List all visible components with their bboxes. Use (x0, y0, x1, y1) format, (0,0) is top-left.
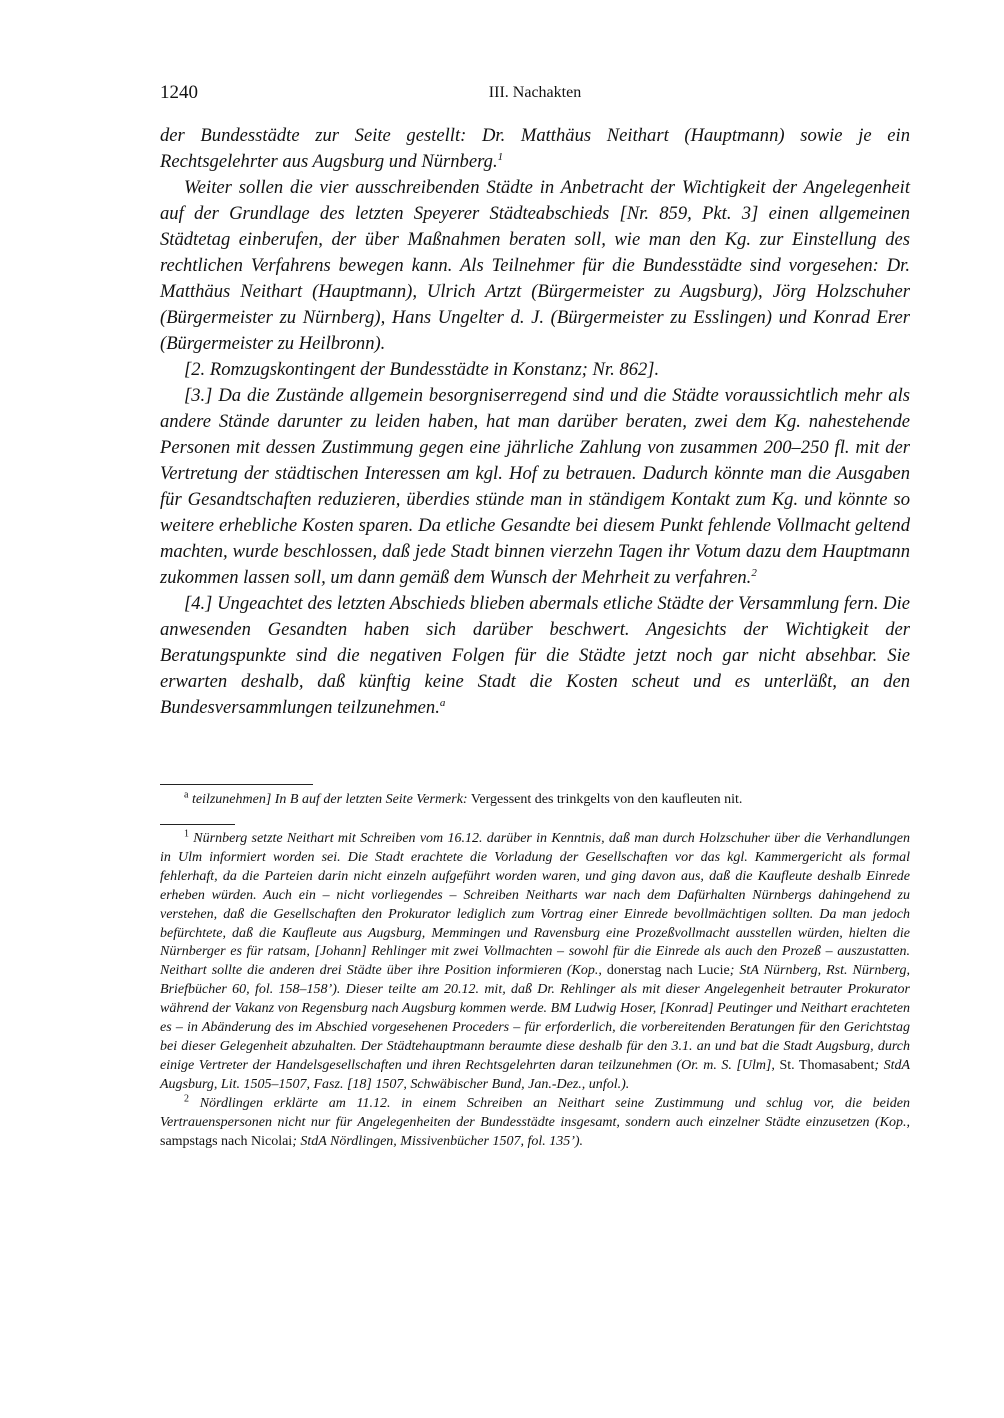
footnote-ref-2: 2 (751, 566, 757, 579)
paragraph-3: [2. Romzugskontingent der Bundesstädte in Konstanz; Nr. 862]. (184, 359, 660, 380)
page-number: 1240 (160, 82, 198, 103)
footnote-divider-numbered (160, 824, 235, 825)
main-text (160, 123, 910, 721)
textcritical-note-a: $^a$ teilzunehmen] In B auf der letzten Seite Vermerk: Vergessent des trinkgelts von den kaufleuten nit. (184, 789, 743, 807)
paragraph-1: der Bundesstädte zur Seite gestellt: Dr. Matthäus Neithart (Hauptmann) sowie je ein Rechtsgelehrter aus Augsburg und Nürnberg.$^1$ (160, 125, 910, 172)
footnote-ref-a: a (439, 696, 446, 709)
paragraph-4: [3.] Da die Zustände allgemein besorgniserregend sind und die Städte voraussichtlich mehr als andere Stände darunter zu leiden haben, hat man darüber beraten, zwei dem Kg. nahestehende Personen mit dessen Zustimmung gegen eine jährliche Zahlung von zusammen 200–250 fl. mit der Vertretung der städtischen Interessen am kgl. Hof zu betrauen. Dadurch könnte man die Ausgaben für Gesandtschaften reduzieren, überdies stünde man in ständigem Kontakt zum Kg. und könnte so weitere erhebliche Kosten sparen. Da etliche Gesandte bei diesem Punkt fehlende Vollmacht geltend machten, wurde beschlossen, daß jede Stadt binnen vierzehn Tagen ihr Votum dazu dem Hauptmann zukommen lassen soll, um dann gemäß dem Wunsch der Mehrheit zu verfahren.$^2$ (160, 385, 910, 588)
footnote-divider-a (160, 784, 313, 785)
footnotes (160, 830, 910, 1151)
footnote-1: $^1$ Nürnberg setzte Neithart mit Schreiben vom 16.12. darüber in Kenntnis, daß man durch Holzschuher über die Verhandlungen in Ulm informiert worden sei. Die Stadt erachtete die Vorladung der Gesellschaften vor das kgl. Kammergericht als formal fehlerhaft, da die Parteien darin nicht einzeln aufgeführt worden waren, und ging davon aus, daß die Kaufleute deshalb Einrede erheben würden. Auch ein – nicht vorliegendes – Schreiben Neitharts war nach dem Dafürhalten Nürnbergs dahingehend zu verstehen, daß die Gesellschaften den Prokurator lediglich zum Vortrag einer Einrede bevollmächtigen sollten. Da man jedoch befürchtete, daß die Kaufleute aus Augsburg, Memmingen und Ravensburg eine Prozeßvollmacht ausstellen würden, hielten die Nürnberger es für ratsam, [Johann] Rehlinger mit zwei Vollmachten – sowohl für die Einrede als auch den Prozeß – auszustatten. Neithart sollte die anderen drei Städte über ihre Position informieren (Kop., donerstag nach Lucie; StA Nürnberg, Rst. Nürnberg, Briefbücher 60, fol. 158–158’). Dieser teilte am 20.12. mit, daß Dr. Rehlinger als mit dieser Angelegenheit betrauter Prokurator während der Vakanz von Regensburg nach Augsburg kommen werde. BM Ludwig Hoser, [Konrad] Peutinger und Neithart erachteten es – in Abänderung des im Abschied vorgesehenen Proceders – für erforderlich, die vorbereitenden Beratungen für den Gerichtstag bei dieser Gelegenheit abzuhalten. Der Städtehauptmann beraumte diese deshalb für den 3.1. an und bat die Stadt Augsburg, durch einige Vertreter der Handelsgesellschaften und ihren Rechtsgelehrten daran teilzunehmen (Or. m. S. [Ulm], St. Thomasabent; StdA Augsburg, Lit. 1505–1507, Fasz. [18] 1507, Schwäbischer Bund, Jan.-Dez., unfol.). (160, 828, 911, 1092)
paragraph-2: Weiter sollen die vier ausschreibenden Städte in Anbetracht der Wichtigkeit der Angelegenheit auf der Grundlage des letzten Speyerer Städteabschieds [Nr. 859, Pkt. 3] einen allgemeinen Städtetag einberufen, der über Maßnahmen beraten soll, wie man den Kg. zur Einstellung des rechtlichen Verfahrens bewegen kann. Als Teilnehmer für die Bundesstädte sind vorgesehen: Dr. Matthäus Neithart (Hauptmann), Ulrich Artzt (Bürgermeister zu Augsburg), Jörg Holzschuher (Bürgermeister zu Nürnberg), Hans Ungelter d. J. (Bürgermeister zu Esslingen) und Konrad Erer (Bürgermeister zu Heilbronn). (160, 177, 910, 354)
page-header (160, 82, 910, 108)
footnote-ref-1: 1 (497, 150, 504, 163)
paragraph-5: [4.] Ungeachtet des letzten Abschieds blieben abermals etliche Städte der Versammlung fern. Die anwesenden Gesandten haben sich darüber beschwert. Angesichts der Wichtigkeit der Beratungspunkte sind die negativen Folgen für die Städte jetzt noch gar nicht absehbar. Sie erwarten deshalb, daß künftig keine Stadt die Kosten scheut und es unterläßt, an den Bundesversammlungen teilzunehmen.$^a$ (160, 593, 910, 718)
footnote-2: $^2$ Nördlingen erklärte am 11.12. in einem Schreiben an Neithart seine Zustimmung und schlug vor, die beiden Vertrauenspersonen nicht nur für Angelegenheiten der Bundesstädte insgesamt, sondern auch einzelner Städte einzusetzen (Kop., sampstags nach Nicolai; StdA Nördlingen, Missivenbücher 1507, fol. 135’). (160, 1093, 911, 1149)
running-head: III. Nachakten (488, 84, 582, 101)
